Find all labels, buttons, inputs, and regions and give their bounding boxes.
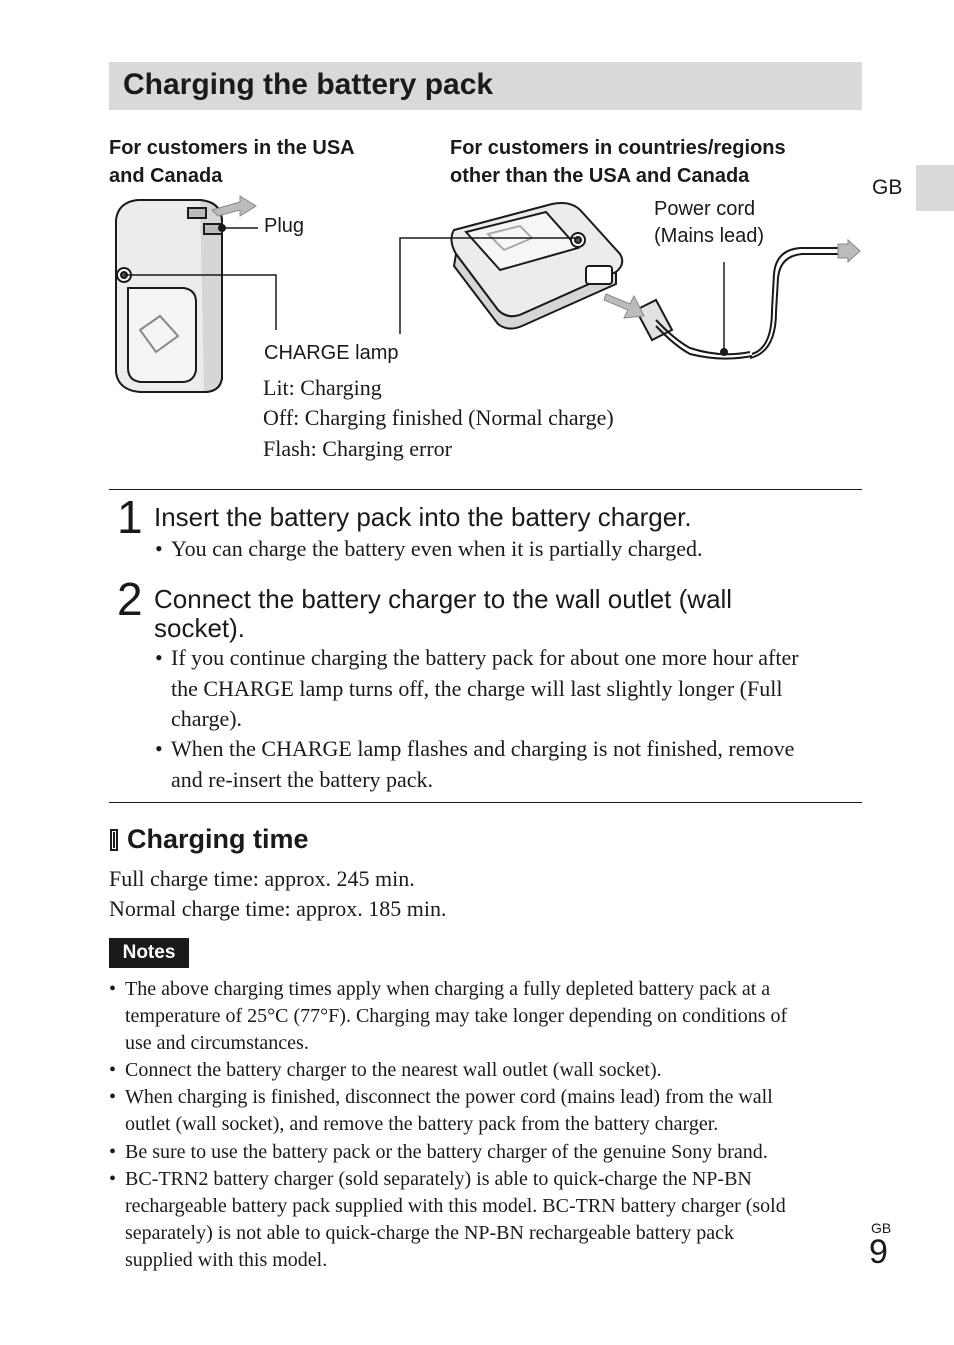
section-marker-icon	[110, 829, 118, 851]
charging-time-heading: Charging time	[127, 824, 309, 854]
note-text: rechargeable battery pack supplied with this model. BC-TRN battery charger (sold	[125, 1195, 786, 1217]
bullet: •	[109, 978, 117, 1000]
bullet: •	[109, 1086, 117, 1108]
heading-line: and Canada	[109, 165, 223, 187]
lamp-state-lit: Lit: Charging	[263, 375, 382, 400]
bullet: •	[155, 736, 163, 761]
heading-line: For customers in countries/regions	[450, 137, 786, 159]
heading-line: For customers in the USA	[109, 137, 355, 159]
bullet-text: You can charge the battery even when it is partially charged.	[171, 536, 703, 561]
heading-line: other than the USA and Canada	[450, 165, 750, 187]
note-text: separately) is not able to quick-charge the NP-BN rechargeable battery pack	[125, 1222, 735, 1244]
normal-charge-time: Normal charge time: approx. 185 min.	[109, 896, 447, 921]
note-text: Be sure to use the battery pack or the battery charger of the genuine Sony brand.	[125, 1141, 768, 1163]
plug-callout: Plug	[264, 215, 305, 237]
divider	[109, 489, 862, 490]
other-regions-heading	[450, 134, 786, 190]
note-item	[109, 1139, 864, 1166]
side-tab-label: GB	[872, 176, 903, 199]
callout-line: Power cord	[654, 198, 756, 220]
note-item	[109, 1166, 864, 1274]
bullet: •	[155, 536, 163, 561]
side-tab	[916, 165, 954, 211]
note-text: supplied with this model.	[125, 1249, 328, 1271]
title-bar	[109, 62, 862, 110]
bullet-text: the CHARGE lamp turns off, the charge will last slightly longer (Full	[171, 675, 783, 701]
note-text: outlet (wall socket), and remove the battery pack from the battery charger.	[125, 1113, 719, 1135]
page-number: 9	[869, 1233, 888, 1271]
note-text: temperature of 25°C (77°F). Charging may take longer depending on conditions of	[125, 1005, 788, 1027]
page-number-label: GB	[871, 1220, 892, 1236]
notes-label: Notes	[109, 938, 189, 968]
note-item	[109, 976, 864, 1057]
power-cord-callout	[654, 196, 764, 250]
full-charge-time: Full charge time: approx. 245 min.	[109, 866, 415, 891]
step-2-bullet	[155, 643, 860, 735]
page-title: Charging the battery pack	[123, 68, 494, 101]
note-text: When charging is finished, disconnect the power cord (mains lead) from the wall	[125, 1086, 773, 1108]
bullet: •	[109, 1141, 117, 1163]
bullet: •	[155, 645, 163, 670]
charge-lamp-callout: CHARGE lamp	[264, 342, 399, 364]
note-text: The above charging times apply when charging a fully depleted battery pack at a	[125, 978, 771, 1000]
bullet-text: charge).	[171, 706, 243, 731]
note-text: Connect the battery charger to the nearest wall outlet (wall socket).	[125, 1059, 662, 1081]
intl-charger-drawing	[400, 203, 860, 359]
note-text: BC-TRN2 battery charger (sold separately) is able to quick-charge the NP-BN	[125, 1168, 752, 1190]
note-text: use and circumstances.	[125, 1032, 309, 1054]
usa-canada-heading	[109, 134, 355, 190]
bullet: •	[109, 1168, 117, 1190]
bullet-text: When the CHARGE lamp flashes and charging is not finished, remove	[171, 736, 795, 761]
step-number: 2	[117, 573, 143, 625]
step-1-text: Insert the battery pack into the battery charger.	[154, 502, 692, 532]
step-2-bullet	[155, 734, 860, 795]
bullet-text: and re-insert the battery pack.	[171, 766, 434, 792]
lamp-state-off: Off: Charging finished (Normal charge)	[263, 405, 614, 430]
bullet: •	[109, 1059, 117, 1081]
lamp-state-flash: Flash: Charging error	[263, 436, 453, 461]
step-number: 1	[117, 491, 143, 543]
bullet-text: If you continue charging the battery pack for about one more hour after	[171, 645, 799, 670]
step-text-line: Connect the battery charger to the wall outlet (wall	[154, 584, 733, 614]
note-item	[109, 1057, 864, 1084]
divider	[109, 802, 862, 803]
note-item	[109, 1084, 864, 1138]
step-text-line: socket).	[154, 613, 246, 643]
usa-charger-drawing	[116, 196, 276, 392]
callout-line: (Mains lead)	[654, 225, 765, 247]
step-2-text	[154, 585, 732, 643]
step-1-bullet	[155, 534, 855, 565]
